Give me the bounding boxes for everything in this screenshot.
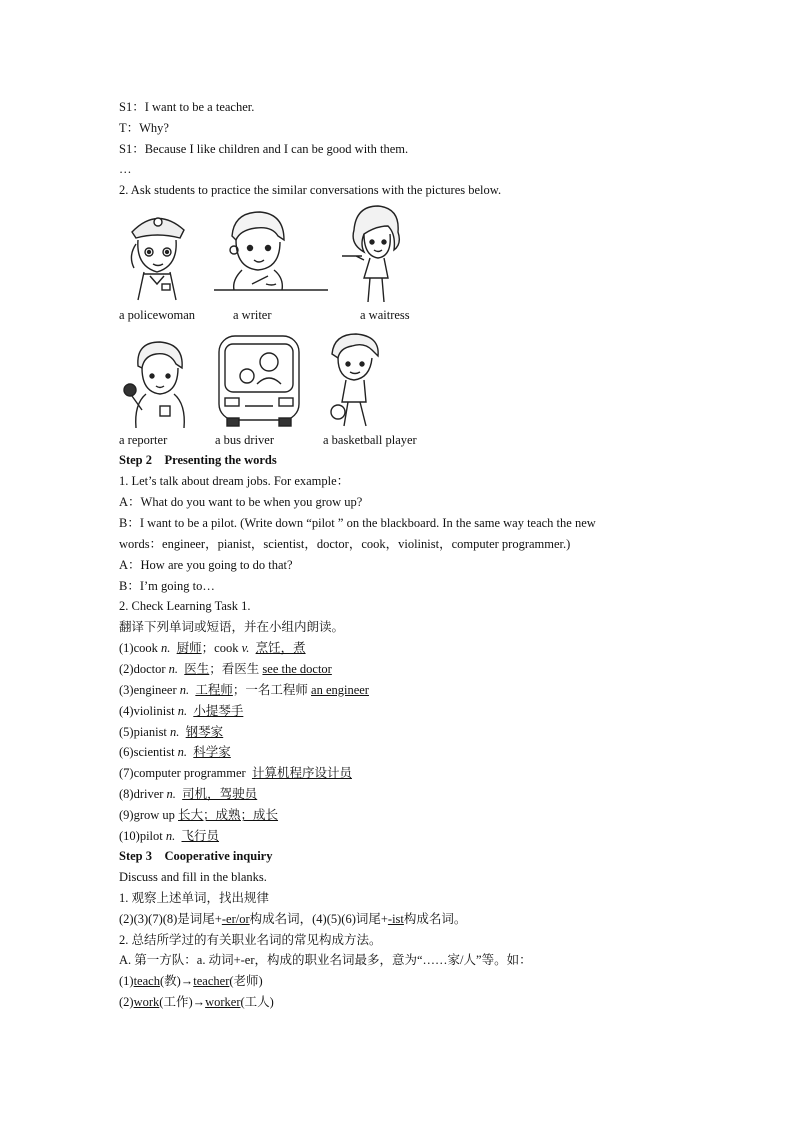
vocab-pos: n. [166,787,176,801]
example-verb: teach [133,974,160,988]
step2-line: B：I want to be a pilot. (Write down “pilot ” on the blackboard. In the same way teach the new [119,516,596,530]
vocab-answer: see the doctor [262,662,332,676]
vocab-term: (5)pianist [119,725,171,739]
vocab-term: (8)driver [119,787,167,801]
vocab-term: (4)violinist [119,704,178,718]
vocab-term: (7)computer programmer [119,766,249,780]
example-noun: worker [205,995,241,1009]
rule-text: 构成名词。 [403,912,467,926]
vocab-term: (2)doctor [119,662,169,676]
step2-line: 1. Let’s talk about dream jobs. For example： [119,474,350,488]
vocab-item [119,744,231,760]
vocab-pos: n. [161,641,171,655]
rule-answer: -er/or [221,912,250,926]
writer-icon [212,206,330,302]
caption-policewoman: a policewoman [119,308,196,322]
vocab-answer: 厨师 [176,641,202,655]
vocab-answer: 计算机程序设计员 [251,766,352,780]
vocab-item [119,682,369,698]
vocab-term: (10)pilot [119,829,166,843]
vocab-pos: n. [177,704,188,718]
reporter-icon [120,338,192,430]
vocab-term: (9)grow up [119,808,179,822]
example-gloss: (老师) [229,974,263,988]
step2-line: 翻译下列单词或短语，并在小组内朗读。 [119,620,345,634]
vocab-item [119,724,223,740]
rule-answer: -ist [387,912,404,926]
example-line [119,973,263,989]
vocab-term: (6)scientist [119,745,178,759]
vocab-item [119,661,332,677]
step3-line: Discuss and fill in the blanks. [119,870,267,884]
example-line [119,994,274,1010]
step3-heading: Step 3 Cooperative inquiry [119,849,273,863]
caption-basketball-player: a basketball player [323,433,417,447]
vocab-answer: 科学家 [193,745,231,759]
step3-line: 2. 总结所学过的有关职业名词的常见构成方法。 [119,933,382,947]
vocab-pos: n. [179,683,190,697]
example-gloss: (工人) [240,995,274,1009]
vocab-answer: 医生 [184,662,210,676]
step2-heading: Step 2 Presenting the words [119,453,277,467]
dialogue-line-s1: S1：I want to be a teacher. [119,100,255,114]
example-gloss: (工作)→ [159,995,206,1009]
vocab-pos: n. [168,662,179,676]
vocab-pos: n. [165,829,176,843]
basketball-player-icon [324,332,386,428]
step2-line: A：How are you going to do that? [119,558,293,572]
example-number: (2) [119,995,134,1009]
vocab-term: (1)cook [119,641,161,655]
vocab-term: (3)engineer [119,683,180,697]
vocab-item [119,828,219,844]
vocab-answer: 工程师 [195,683,233,697]
practice-instruction: 2. Ask students to practice the similar conversations with the pictures below. [119,183,502,197]
vocab-mid: ；看医生 [209,662,263,676]
step3-line: 1. 观察上述单词，找出规律 [119,891,270,905]
dialogue-line-t: T：Why? [119,121,169,135]
rule-text: 构成名词，(4)(5)(6)词尾+ [249,912,388,926]
step3-rule-line [119,911,466,927]
vocab-item [119,807,278,823]
step3-line: A. 第一方队：a. 动词+-er，构成的职业名词最多，意为“……家/人”等。如： [119,953,532,967]
step2-line: B：I’m going to… [119,579,215,593]
caption-waitress: a waitress [360,308,410,322]
waitress-icon [338,204,408,304]
vocab-item [119,640,306,656]
step2-line: A：What do you want to be when you grow up? [119,495,363,509]
caption-reporter: a reporter [119,433,168,447]
caption-writer: a writer [233,308,272,322]
example-number: (1) [119,974,134,988]
vocab-pos: n. [177,745,188,759]
vocab-mid: ；cook [201,641,242,655]
step2-line: 2. Check Learning Task 1. [119,599,251,613]
rule-text: (2)(3)(7)(8)是词尾+ [119,912,222,926]
vocab-answer: an engineer [311,683,369,697]
vocab-answer: 小提琴手 [193,704,244,718]
vocab-item [119,786,257,802]
policewoman-icon [122,204,192,304]
example-noun: teacher [193,974,230,988]
step2-line: words：engineer，pianist，scientist，doctor，cook，violinist，computer programmer.) [119,537,571,551]
vocab-answer: 烹饪，煮 [255,641,306,655]
vocab-mid: ；一名工程师 [232,683,312,697]
example-gloss: (教)→ [159,974,194,988]
example-verb: work [133,995,160,1009]
dialogue-ellipsis: … [119,162,132,176]
vocab-pos: n. [170,725,180,739]
vocab-item [119,703,243,719]
vocab-answer: 司机，驾驶员 [182,787,258,801]
dialogue-line-s1-reason: S1：Because I like children and I can be good with them. [119,142,409,156]
vocab-answer: 钢琴家 [185,725,224,739]
bus-driver-icon [213,332,305,428]
vocab-answer: 长大；成熟；成长 [178,808,279,822]
vocab-item [119,765,352,781]
caption-bus-driver: a bus driver [215,433,275,447]
vocab-answer: 飞行员 [181,829,220,843]
vocab-pos: v. [241,641,250,655]
